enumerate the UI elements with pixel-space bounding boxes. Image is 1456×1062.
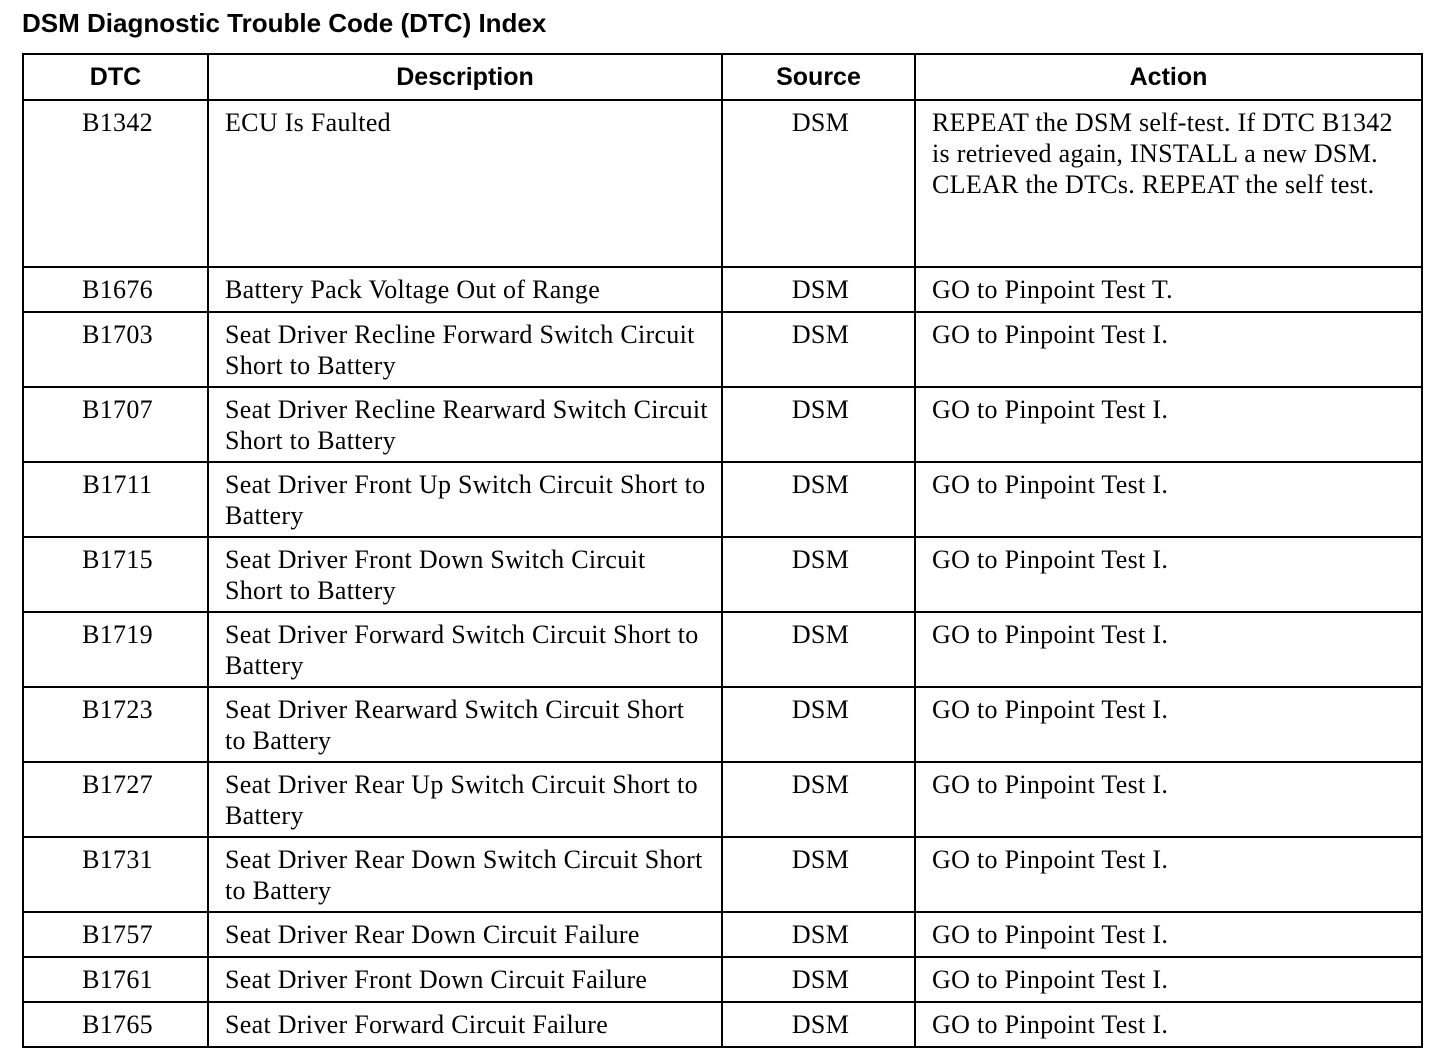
table-row bbox=[23, 312, 1422, 387]
table-row bbox=[23, 762, 1422, 837]
dtc-source: DSM bbox=[722, 912, 915, 957]
dtc-code: B1715 bbox=[23, 537, 208, 612]
dtc-action: GO to Pinpoint Test I. bbox=[915, 312, 1422, 387]
dtc-source: DSM bbox=[722, 312, 915, 387]
column-header-description: Description bbox=[208, 54, 722, 100]
column-header-action: Action bbox=[915, 54, 1422, 100]
dtc-source: DSM bbox=[722, 837, 915, 912]
dtc-action: GO to Pinpoint Test I. bbox=[915, 387, 1422, 462]
dtc-description: Seat Driver Front Up Switch Circuit Short to Battery bbox=[208, 462, 722, 537]
dtc-action: GO to Pinpoint Test I. bbox=[915, 537, 1422, 612]
dtc-action: GO to Pinpoint Test I. bbox=[915, 837, 1422, 912]
table-row bbox=[23, 267, 1422, 312]
dtc-code: B1703 bbox=[23, 312, 208, 387]
dtc-description: Seat Driver Rear Down Circuit Failure bbox=[208, 912, 722, 957]
page-title: DSM Diagnostic Trouble Code (DTC) Index bbox=[22, 8, 547, 38]
dtc-source: DSM bbox=[722, 387, 915, 462]
dtc-source: DSM bbox=[722, 687, 915, 762]
dtc-description: ECU Is Faulted bbox=[208, 100, 722, 267]
dtc-code: B1676 bbox=[23, 267, 208, 312]
dtc-action: GO to Pinpoint Test I. bbox=[915, 912, 1422, 957]
dtc-action: GO to Pinpoint Test I. bbox=[915, 687, 1422, 762]
dtc-source: DSM bbox=[722, 100, 915, 267]
dtc-action: GO to Pinpoint Test I. bbox=[915, 1002, 1422, 1047]
dtc-code: B1731 bbox=[23, 837, 208, 912]
dtc-source: DSM bbox=[722, 537, 915, 612]
dtc-action: GO to Pinpoint Test I. bbox=[915, 957, 1422, 1002]
dtc-code: B1711 bbox=[23, 462, 208, 537]
dtc-code: B1727 bbox=[23, 762, 208, 837]
dtc-description: Seat Driver Recline Forward Switch Circuit Short to Battery bbox=[208, 312, 722, 387]
dtc-description: Seat Driver Rear Down Switch Circuit Short to Battery bbox=[208, 837, 722, 912]
table-row bbox=[23, 912, 1422, 957]
dtc-code: B1761 bbox=[23, 957, 208, 1002]
dtc-description: Seat Driver Rearward Switch Circuit Short to Battery bbox=[208, 687, 722, 762]
table-header-row bbox=[23, 54, 1422, 100]
dtc-source: DSM bbox=[722, 957, 915, 1002]
dtc-source: DSM bbox=[722, 1002, 915, 1047]
dtc-description: Seat Driver Rear Up Switch Circuit Short to Battery bbox=[208, 762, 722, 837]
dtc-source: DSM bbox=[722, 267, 915, 312]
dtc-code: B1719 bbox=[23, 612, 208, 687]
table-row bbox=[23, 100, 1422, 267]
dtc-description: Seat Driver Recline Rearward Switch Circuit Short to Battery bbox=[208, 387, 722, 462]
dtc-description: Seat Driver Front Down Circuit Failure bbox=[208, 957, 722, 1002]
dtc-index-table bbox=[22, 53, 1423, 1048]
dtc-code: B1757 bbox=[23, 912, 208, 957]
dtc-source: DSM bbox=[722, 612, 915, 687]
dtc-code: B1707 bbox=[23, 387, 208, 462]
table-row bbox=[23, 462, 1422, 537]
dtc-description: Seat Driver Front Down Switch Circuit Short to Battery bbox=[208, 537, 722, 612]
dtc-description: Seat Driver Forward Circuit Failure bbox=[208, 1002, 722, 1047]
dtc-description: Battery Pack Voltage Out of Range bbox=[208, 267, 722, 312]
column-header-source: Source bbox=[722, 54, 915, 100]
dtc-source: DSM bbox=[722, 462, 915, 537]
table-row bbox=[23, 687, 1422, 762]
dtc-code: B1723 bbox=[23, 687, 208, 762]
table-row bbox=[23, 387, 1422, 462]
table-row bbox=[23, 1002, 1422, 1047]
dtc-description: Seat Driver Forward Switch Circuit Short to Battery bbox=[208, 612, 722, 687]
dtc-action: GO to Pinpoint Test T. bbox=[915, 267, 1422, 312]
dtc-action: GO to Pinpoint Test I. bbox=[915, 462, 1422, 537]
dtc-action: GO to Pinpoint Test I. bbox=[915, 612, 1422, 687]
table-row bbox=[23, 957, 1422, 1002]
dtc-action: REPEAT the DSM self-test. If DTC B1342 is retrieved again, INSTALL a new DSM. CLEAR the DTCs. REPEAT the self test. bbox=[915, 100, 1422, 267]
dtc-code: B1342 bbox=[23, 100, 208, 267]
table-row bbox=[23, 537, 1422, 612]
table-row bbox=[23, 612, 1422, 687]
dtc-action: GO to Pinpoint Test I. bbox=[915, 762, 1422, 837]
dtc-source: DSM bbox=[722, 762, 915, 837]
dtc-code: B1765 bbox=[23, 1002, 208, 1047]
table-row bbox=[23, 837, 1422, 912]
column-header-dtc: DTC bbox=[23, 54, 208, 100]
